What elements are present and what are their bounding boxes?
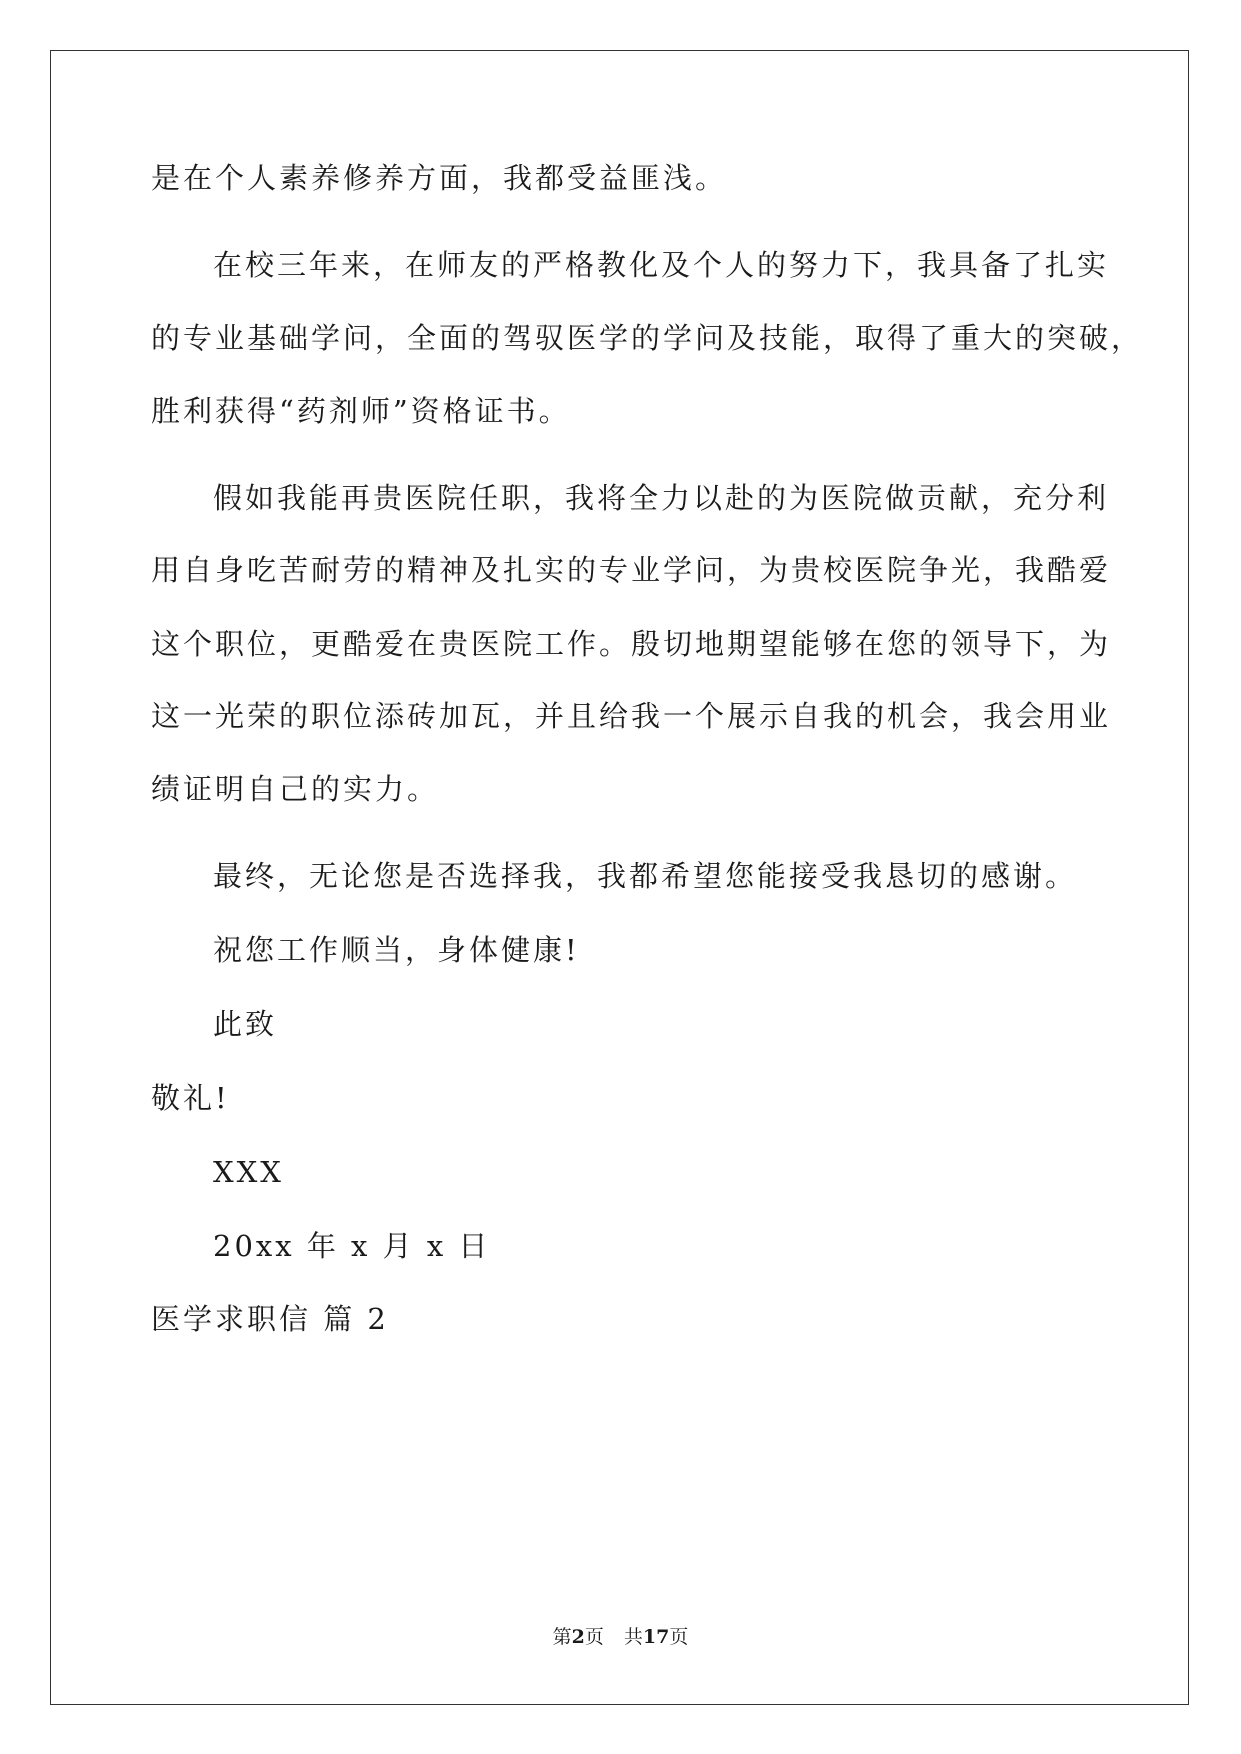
body-line: 绩证明自己的实力。 <box>151 772 440 806</box>
body-line: 的专业基础学问，全面的驾驭医学的学问及技能，取得了重大的突破， <box>151 321 1144 355</box>
signature-date: 20xx 年 x 月 x 日 <box>213 1229 491 1263</box>
body-line: 假如我能再贵医院任职，我将全力以赴的为医院做贡献，充分利 <box>213 481 1110 515</box>
body-line: 这一光荣的职位添砖加瓦，并且给我一个展示自我的机会，我会用业 <box>151 699 1112 733</box>
footer-total-suffix: 页 <box>669 1626 689 1648</box>
salutation-jingli: 敬礼! <box>151 1081 230 1115</box>
closing-wish: 祝您工作顺当，身体健康! <box>213 933 580 967</box>
footer-page-prefix: 第 <box>552 1626 572 1648</box>
section-heading: 医学求职信 篇 2 <box>151 1302 389 1336</box>
signature-name: XXX <box>213 1155 284 1189</box>
body-line: 这个职位，更酷爱在贵医院工作。殷切地期望能够在您的领导下，为 <box>151 627 1112 661</box>
body-line: 用自身吃苦耐劳的精神及扎实的专业学问，为贵校医院争光，我酷爱 <box>151 553 1112 587</box>
body-line: 胜利获得“药剂师”资格证书。 <box>151 394 571 428</box>
footer-total-number: 17 <box>642 1626 670 1648</box>
body-line: 在校三年来，在师友的严格教化及个人的努力下，我具备了扎实 <box>213 248 1110 282</box>
footer-total-prefix: 共 <box>623 1626 643 1648</box>
salutation-cizhi: 此致 <box>213 1007 278 1041</box>
body-line: 最终，无论您是否选择我，我都希望您能接受我恳切的感谢。 <box>213 859 1078 893</box>
footer-page-number: 2 <box>571 1626 585 1648</box>
body-line: 是在个人素养修养方面，我都受益匪浅。 <box>151 161 728 195</box>
footer-page-suffix: 页 <box>584 1626 604 1648</box>
page-footer <box>0 1622 1241 1649</box>
